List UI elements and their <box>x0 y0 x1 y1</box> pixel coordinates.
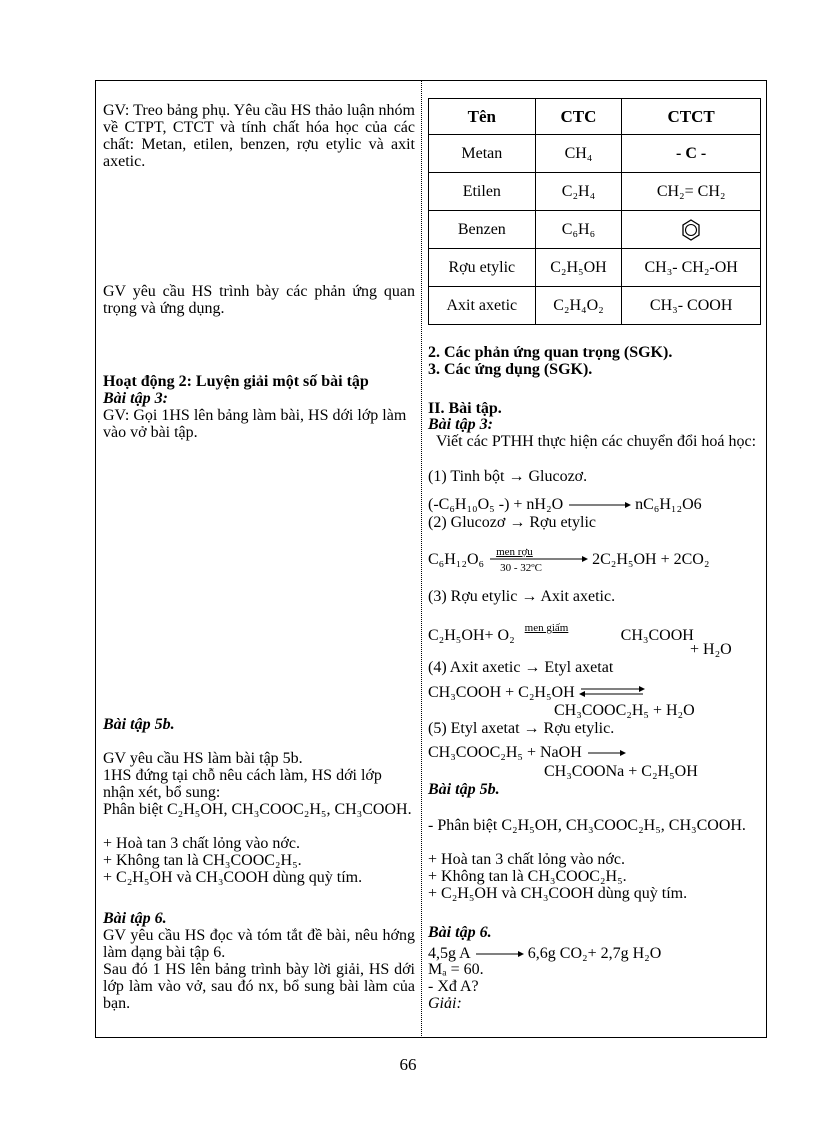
right-exercise-5b-line-2: + Hoà tan 3 chất lỏng vào nớc. <box>428 851 625 868</box>
reaction-3-left: C₂H₅OH+ O₂ <box>428 627 515 644</box>
left-exercise-6-heading: Bài tập 6. <box>103 910 167 927</box>
table-cell-ctct: CH₃- COOH <box>622 287 761 325</box>
right-column <box>428 98 762 1012</box>
table-cell-ctc: C₂H₅OH <box>535 249 622 287</box>
reaction-2 <box>428 546 762 574</box>
exercise-6-reaction <box>428 944 762 962</box>
exercise-6-molar-mass: Mₐ = 60. <box>428 961 484 978</box>
reaction-3-arrow <box>519 624 617 640</box>
table-header-name: Tên <box>429 99 536 135</box>
reaction-4-left: CH₃COOH + C₂H₅OH <box>428 684 575 701</box>
reaction-3-condition: men giấm <box>524 622 569 634</box>
right-exercise-6-heading: Bài tập 6. <box>428 924 492 941</box>
left-exercise-6-line-1: GV yêu cầu HS đọc và tóm tắt đề bài, nêu hớng làm dạng bài tập 6. <box>103 927 415 961</box>
arrow-icon <box>474 944 524 960</box>
compound-table <box>428 98 761 325</box>
table-header-ctc: CTC <box>535 99 622 135</box>
reaction-2-right: 2C₂H₅OH + 2CO₂ <box>592 551 710 568</box>
reaction-5-left: CH₃COOC₂H₅ + NaOH <box>428 744 582 761</box>
right-exercise-5b-line-1: - Phân biệt C₂H₅OH, CH₃COOC₂H₅, CH₃COOH. <box>428 817 746 834</box>
reaction-1-left: (-C₆H₁₀O₅ -) + nH₂O <box>428 496 564 513</box>
table-cell-name: Etilen <box>429 173 536 211</box>
section-2-heading: 2. Các phản ứng quan trọng (SGK). <box>428 344 673 361</box>
reaction-4 <box>428 683 762 701</box>
table-row <box>429 173 761 211</box>
reaction-3-right: CH₃COOH <box>620 627 694 644</box>
section-ii-heading: II. Bài tập. <box>428 400 502 417</box>
table-cell-ctct: CH₂= CH₂ <box>622 173 761 211</box>
table-cell-ctct <box>622 211 761 249</box>
column-divider <box>421 80 422 1038</box>
reaction-4-right: CH₃COOC₂H₅ + H₂O <box>554 702 695 719</box>
table-cell-ctc: C₆H₆ <box>535 211 622 249</box>
left-exercise-5b-line-2: 1HS đứng tại chỗ nêu cách làm, HS dới lớp nhận xét, bổ sung: <box>103 767 382 801</box>
conversion-3: (3) Rợu etylic → Axit axetic. <box>428 588 616 605</box>
reaction-3-right-2: + H₂O <box>690 641 732 658</box>
equilibrium-arrow-icon <box>579 683 645 699</box>
table-cell-ctc: C₂H₄O₂ <box>535 287 622 325</box>
left-exercise-5b-line-6: + C₂H₅OH và CH₃COOH dùng quỳ tím. <box>103 869 363 886</box>
left-exercise-5b-line-5: + Không tan là CH₃COOC₂H₅. <box>103 852 302 869</box>
table-header-row <box>429 99 761 135</box>
activity-2-heading: Hoạt động 2: Luyện giải một số bài tập <box>103 373 369 390</box>
table-header-ctct: CTCT <box>622 99 761 135</box>
reaction-2-condition-bottom: 30 - 32ºC <box>500 562 543 574</box>
table-cell-ctc: C₂H₄ <box>535 173 622 211</box>
left-exercise-5b-line-1: GV yêu cầu HS làm bài tập 5b. <box>103 750 303 767</box>
conversion-5: (5) Etyl axetat → Rợu etylic. <box>428 720 615 737</box>
table-cell-name: Benzen <box>429 211 536 249</box>
left-intro-paragraph: GV: Treo bảng phụ. Yêu cầu HS thảo luận nhóm về CTPT, CTCT và tính chất hóa học của các chất: Metan, etilen, benzen, rợu etylic và axit axetic. <box>103 102 415 170</box>
reaction-5-right: CH₃COONa + C₂H₅OH <box>544 763 698 780</box>
left-reaction-paragraph: GV yêu cầu HS trình bày các phản ứng quan trọng và ứng dụng. <box>103 283 415 317</box>
page-number: 66 <box>399 1055 417 1074</box>
left-exercise-5b-line-4: + Hoà tan 3 chất lỏng vào nớc. <box>103 835 300 852</box>
reaction-2-arrow <box>488 546 588 574</box>
conversion-1: (1) Tinh bột → Glucozơ. <box>428 468 588 485</box>
table-row <box>429 287 761 325</box>
left-exercise-3-heading: Bài tập 3: <box>103 390 168 407</box>
exercise-6-solution-label: Giải: <box>428 995 462 1012</box>
left-exercise-3-text: GV: Gọi 1HS lên bảng làm bài, HS dới lớp làm vào vở bài tập. <box>103 407 407 441</box>
table-cell-ctct: - C - <box>622 135 761 173</box>
reaction-2-left: C₆H₁₂O₆ <box>428 551 485 568</box>
exercise-6-right: 6,6g CO₂+ 2,7g H₂O <box>527 945 662 962</box>
right-exercise-3-heading: Bài tập 3: <box>428 416 493 433</box>
reaction-5 <box>428 743 762 761</box>
table-cell-name: Metan <box>429 135 536 173</box>
conversion-2: (2) Glucozơ → Rợu etylic <box>428 514 596 531</box>
left-exercise-5b-line-3: Phân biệt C₂H₅OH, CH₃COOC₂H₅, CH₃COOH. <box>103 801 412 818</box>
section-3-heading: 3. Các ứng dụng (SGK). <box>428 361 593 378</box>
arrow-icon <box>586 743 626 759</box>
right-exercise-5b-line-4: + C₂H₅OH và CH₃COOH dùng quỳ tím. <box>428 885 688 902</box>
reaction-1-right: nC₆H₁₂O6 <box>635 496 702 513</box>
right-exercise-3-intro: Viết các PTHH thực hiện các chuyển đổi hoá học: <box>436 433 757 450</box>
right-exercise-5b-heading: Bài tập 5b. <box>428 781 500 798</box>
table-cell-ctc: CH₄ <box>535 135 622 173</box>
table-cell-ctct: CH₃- CH₂-OH <box>622 249 761 287</box>
table-row <box>429 211 761 249</box>
table-cell-name: Axit axetic <box>429 287 536 325</box>
exercise-6-question: - Xđ A? <box>428 978 479 995</box>
arrow-icon <box>567 493 631 511</box>
reaction-1 <box>428 493 762 513</box>
right-exercise-5b-line-3: + Không tan là CH₃COOC₂H₅. <box>428 868 627 885</box>
table-row <box>429 135 761 173</box>
table-cell-name: Rợu etylic <box>429 249 536 287</box>
left-exercise-6-line-2: Sau đó 1 HS lên bảng trình bày lời giải, HS dới lớp làm vào vở, sau đó nx, bổ sung bài làm của bạn. <box>103 961 415 1012</box>
conversion-4: (4) Axit axetic → Etyl axetat <box>428 659 614 676</box>
table-row <box>429 249 761 287</box>
exercise-6-left: 4,5g A <box>428 945 470 962</box>
reaction-2-condition-top: men rợu <box>496 546 533 558</box>
benzene-ring-icon <box>680 218 702 242</box>
left-exercise-5b-heading: Bài tập 5b. <box>103 716 175 733</box>
